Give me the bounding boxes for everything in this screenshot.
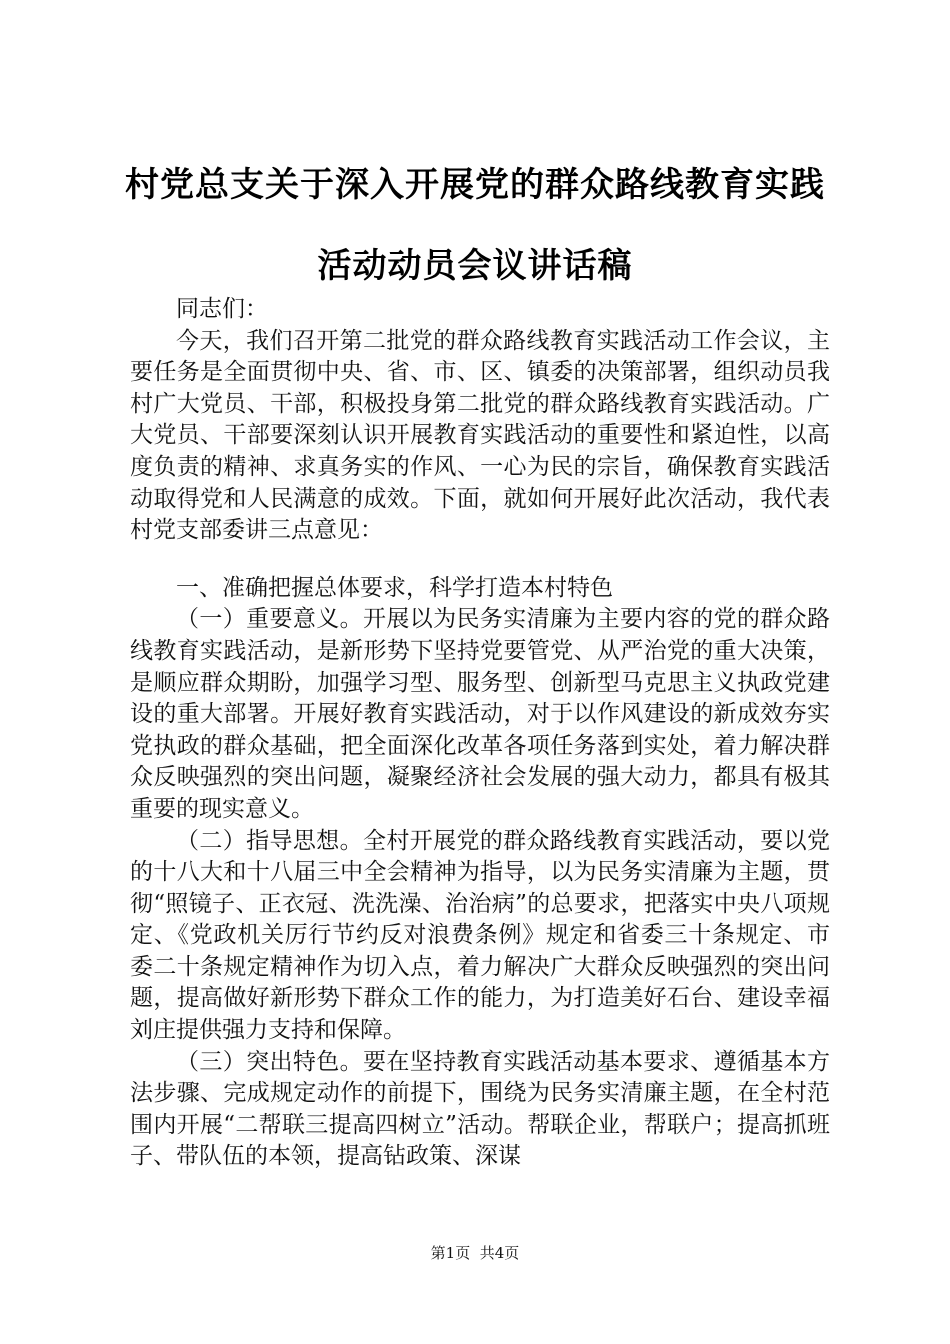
- page-number-current: 第1页: [430, 1244, 471, 1262]
- section-heading-1: 一、准确把握总体要求，科学打造本村特色: [176, 574, 613, 601]
- document-title-line-2: 活动动员会议讲话稿: [317, 246, 633, 286]
- document-body: [130, 294, 830, 1173]
- body-paragraph-guiding-ideology: （二）指导思想。全村开展党的群众路线教育实践活动，要以党的十八大和十八届三中全会精神为指导，以为民务实清廉为主题，贯彻“照镜子、正衣冠、洗洗澡、治治病”的总要求，把落实中央八项规定、《党政机关厉行节约反对浪费条例》规定和省委三十条规定、市委二十条规定精神作为切入点，着力解决广大群众反映强烈的突出问题，提高做好新形势下群众工作的能力，为打造美好石台、建设幸福刘庄提供强力支持和保障。: [130, 827, 830, 1044]
- body-paragraph-significance: （一）重要意义。开展以为民务实清廉为主要内容的党的群众路线教育实践活动，是新形势下坚持党要管党、从严治党的重大决策，是顺应群众期盼，加强学习型、服务型、创新型马克思主义执政党建设的重大部署。开展好教育实践活动，对于以作风建设的新成效夯实党执政的群众基础，把全面深化改革各项任务落到实处，着力解决群众反映强烈的突出问题，凝聚经济社会发展的强大动力，都具有极其重要的现实意义。: [130, 606, 830, 822]
- page-footer: [0, 1242, 950, 1263]
- body-paragraph-highlights: （三）突出特色。要在坚持教育实践活动基本要求、遵循基本方法步骤、完成规定动作的前提下，围绕为民务实清廉主题，在全村范围内开展“二帮联三提高四树立”活动。帮联企业，帮联户；提高抓班子、带队伍的本领，提高钻政策、深谋: [130, 1048, 830, 1170]
- body-paragraph-intro: 今天，我们召开第二批党的群众路线教育实践活动工作会议，主要任务是全面贯彻中央、省、市、区、镇委的决策部署，组织动员我村广大党员、干部，积极投身第二批党的群众路线教育实践活动。广大党员、干部要深刻认识开展教育实践活动的重要性和紧迫性，以高度负责的精神、求真务实的作风、一心为民的宗旨，确保教育实践活动取得党和人民满意的成效。下面，就如何开展好此次活动，我代表村党支部委讲三点意见：: [130, 327, 830, 544]
- document-title-line-1: 村党总支关于深入开展党的群众路线教育实践: [125, 165, 825, 205]
- salutation: 同志们：: [176, 296, 268, 322]
- page-number-total: 共4页: [479, 1244, 520, 1262]
